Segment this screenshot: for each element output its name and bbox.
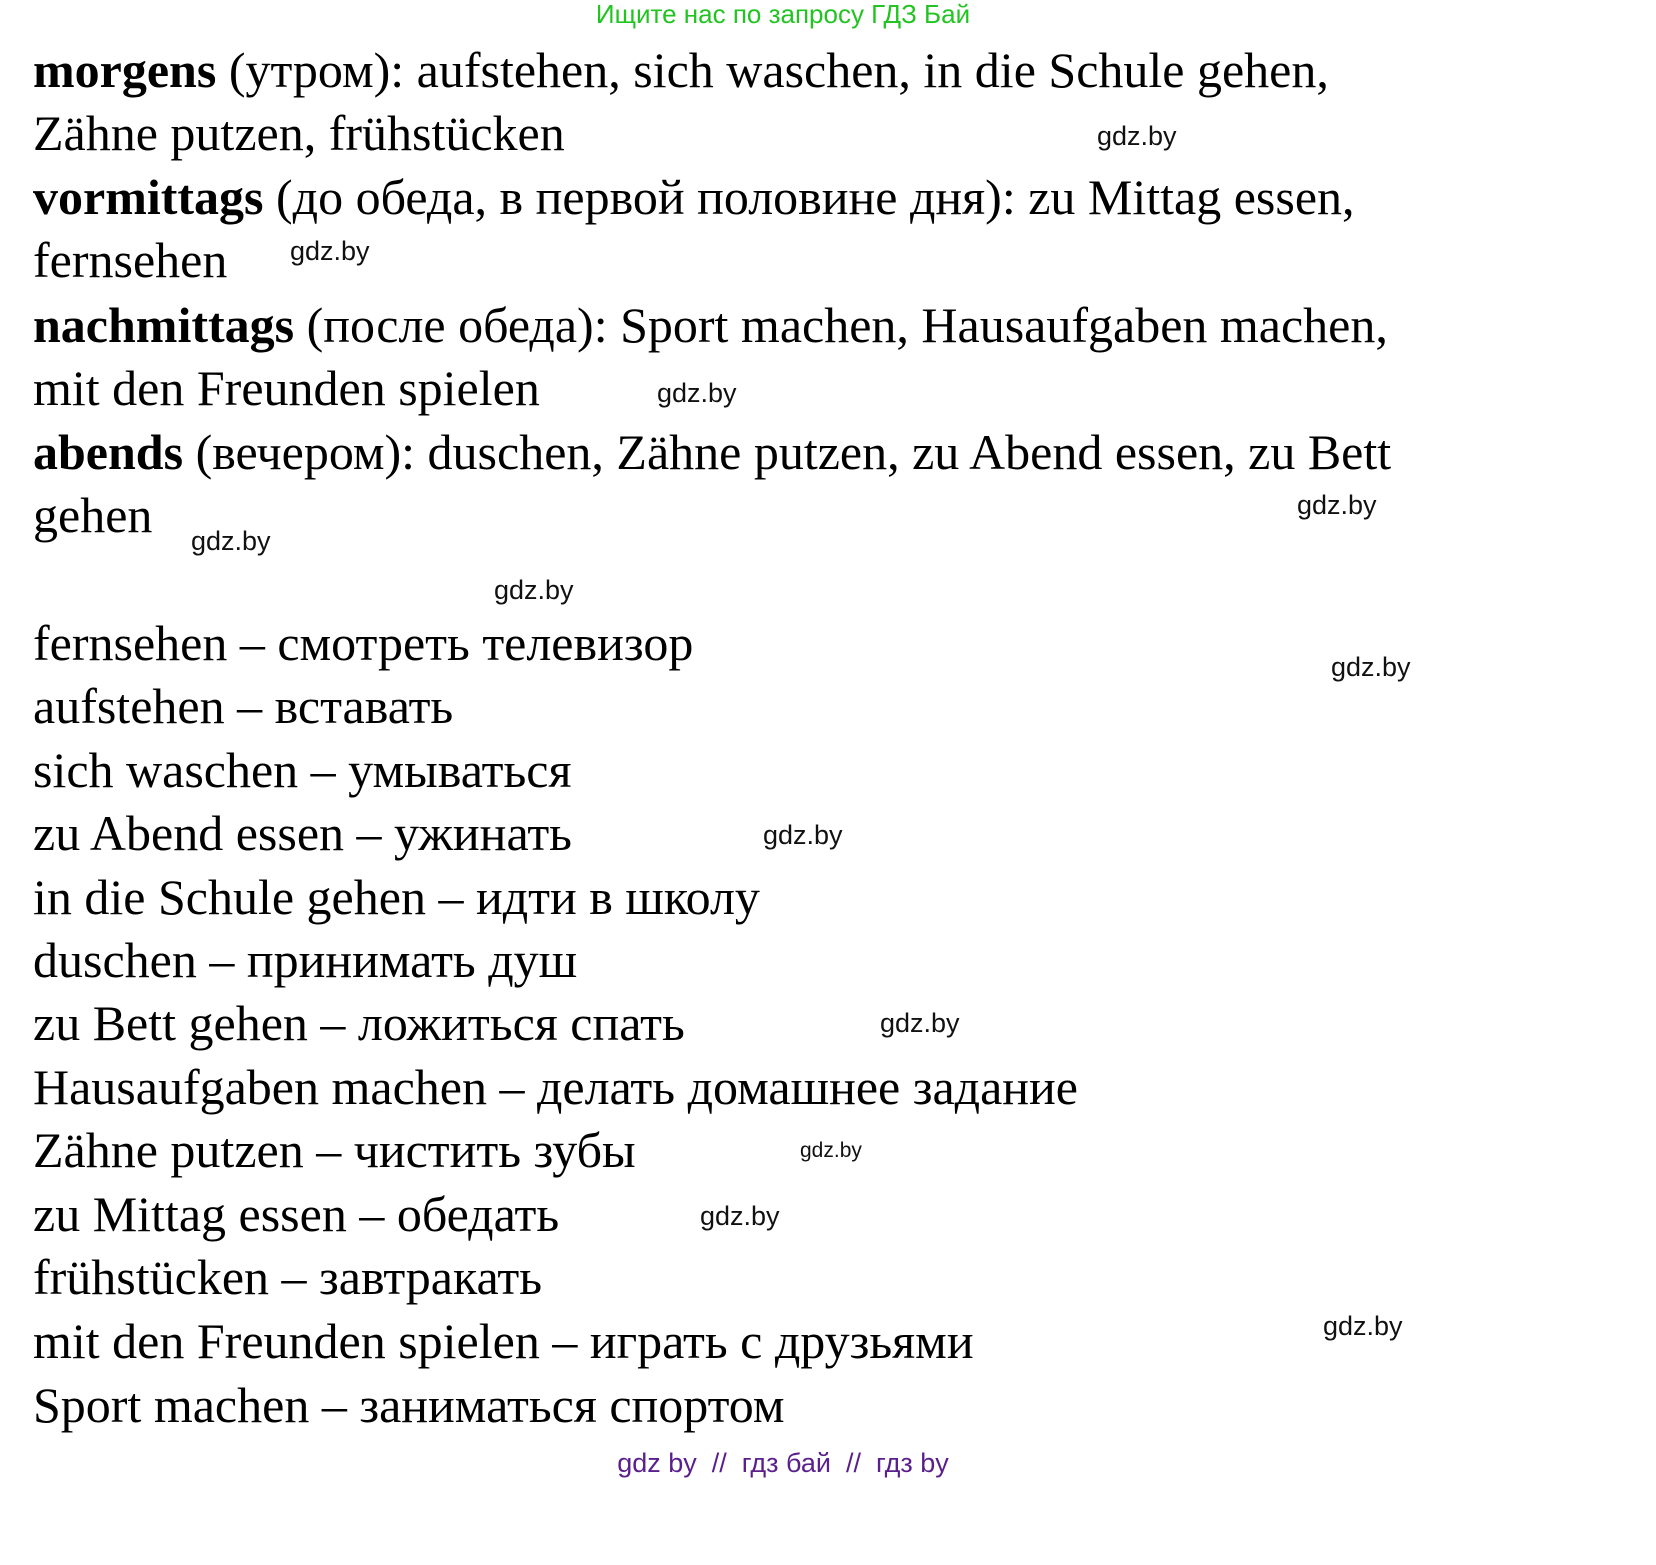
header-banner: Ищите нас по запросу ГДЗ Бай: [595, 0, 971, 29]
vocab-item: aufstehen – вставать: [33, 678, 454, 734]
vocab-item: fernsehen – смотреть телевизор: [33, 615, 694, 671]
watermark: gdz.by: [1323, 1311, 1403, 1341]
vocab-item: Sport machen – заниматься спортом: [33, 1377, 785, 1433]
section-line: Zähne putzen, frühstücken: [33, 105, 565, 161]
section-line: [33, 40, 1329, 100]
watermark: gdz.by: [1297, 490, 1377, 520]
vocab-item: zu Mittag essen – обедать: [33, 1186, 560, 1242]
section-line: [33, 295, 1388, 355]
section-line: fernsehen: [33, 232, 228, 288]
watermark: gdz.by: [880, 1008, 960, 1038]
section-line: mit den Freunden spielen: [33, 360, 540, 416]
vocab-item: frühstücken – завтракать: [33, 1249, 543, 1305]
section-line: [33, 167, 1355, 227]
footer-watermark: gdz by // гдз бай // гдз by: [617, 1448, 949, 1478]
section-text: (утром): aufstehen, sich waschen, in die Schule gehen,: [216, 42, 1329, 98]
section-text: (до обеда, в первой половине дня): zu Mittag essen,: [263, 169, 1355, 225]
section-line: gehen: [33, 487, 153, 543]
vocab-item: in die Schule gehen – идти в школу: [33, 869, 760, 925]
section-text: (вечером): duschen, Zähne putzen, zu Abend essen, zu Bett: [183, 424, 1392, 480]
vocab-item: sich waschen – умываться: [33, 742, 572, 798]
section-term: abends: [33, 424, 184, 480]
section-term: nachmittags: [33, 297, 295, 353]
vocab-item: mit den Freunden spielen – играть с друзьями: [33, 1313, 974, 1369]
watermark: gdz.by: [657, 378, 737, 408]
vocab-item: duschen – принимать душ: [33, 932, 578, 988]
watermark: gdz.by: [1097, 121, 1177, 151]
watermark: gdz.by: [1331, 652, 1411, 682]
section-term: vormittags: [33, 169, 264, 225]
watermark: gdz.by: [191, 526, 271, 556]
watermark: gdz.by: [700, 1201, 780, 1231]
vocab-item: Hausaufgaben machen – делать домашнее задание: [33, 1059, 1078, 1115]
section-term: morgens: [33, 42, 217, 98]
watermark: gdz.by: [800, 1139, 862, 1162]
section-line: [33, 422, 1391, 482]
section-text: (после обеда): Sport machen, Hausaufgaben machen,: [294, 297, 1388, 353]
watermark: gdz.by: [763, 820, 843, 850]
watermark: gdz.by: [290, 236, 370, 266]
vocab-item: zu Abend essen – ужинать: [33, 805, 572, 861]
watermark: gdz.by: [494, 575, 574, 605]
vocab-item: Zähne putzen – чистить зубы: [33, 1122, 636, 1178]
vocab-item: zu Bett gehen – ложиться спать: [33, 995, 685, 1051]
